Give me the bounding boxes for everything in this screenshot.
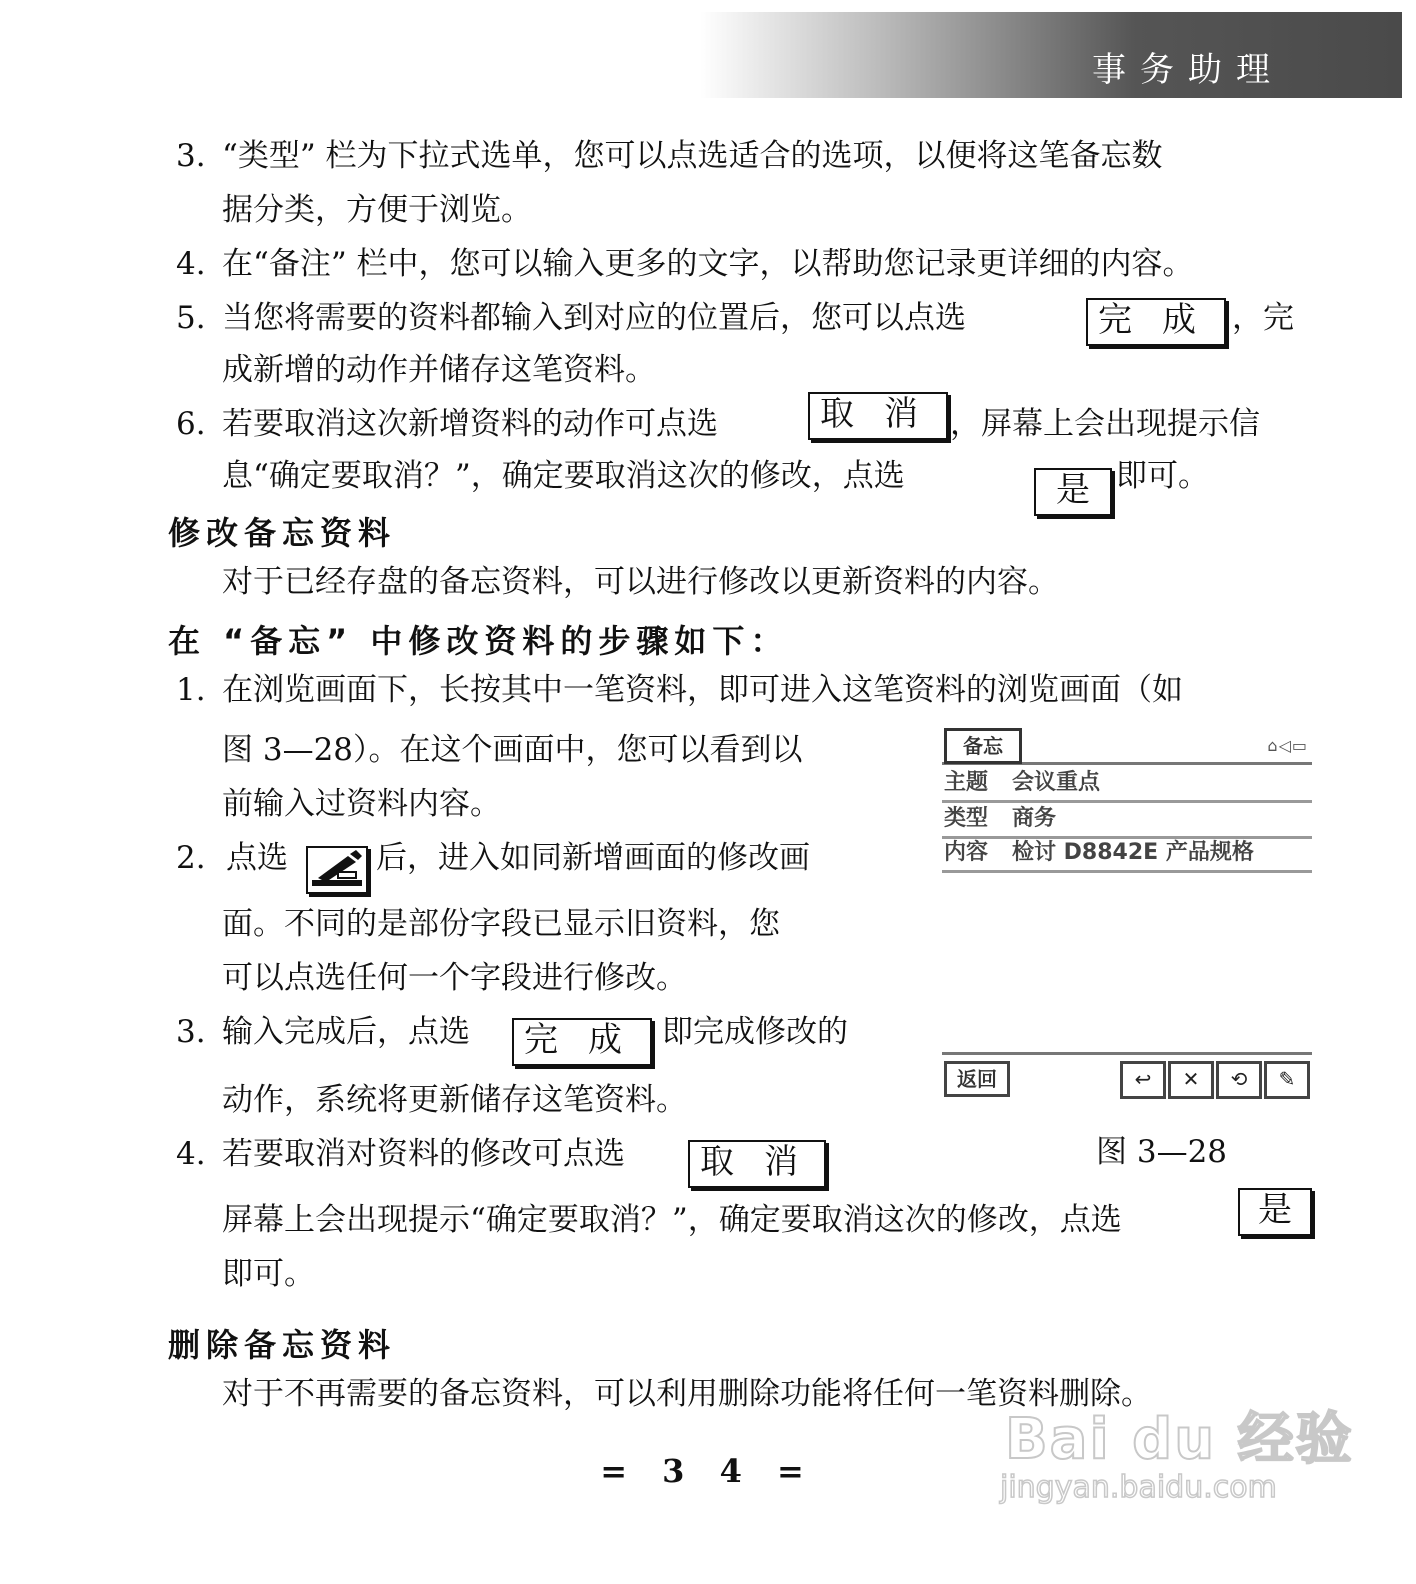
step-text: 屏幕上会出现提示“确定要取消？”，确定要取消这次的修改，点选 bbox=[222, 1202, 1122, 1238]
page-number: = 3 4 = bbox=[600, 1452, 816, 1490]
step-text: 若要取消这次新增资料的动作可点选 bbox=[222, 406, 718, 442]
step-text: 即完成修改的 bbox=[662, 1014, 848, 1050]
step-text: 输入完成后，点选 bbox=[222, 1014, 470, 1050]
step-number: 3. bbox=[176, 1014, 206, 1050]
step-text: 即可。 bbox=[222, 1256, 315, 1292]
section-intro: 对于已经存盘的备忘资料，可以进行修改以更新资料的内容。 bbox=[222, 564, 1059, 600]
row-label: 类型 bbox=[944, 806, 989, 831]
step-text: 息“确定要取消？”，确定要取消这次的修改，点选 bbox=[222, 458, 905, 494]
row-value: 会议重点 bbox=[1012, 770, 1101, 795]
edit-icon: ✎ bbox=[1264, 1061, 1310, 1099]
cancel-button-image: 取消 bbox=[808, 392, 948, 440]
done-button-image: 完成 bbox=[1086, 298, 1226, 346]
chapter-title: 事务助理 bbox=[1092, 50, 1284, 90]
step-text: 点选 bbox=[226, 840, 288, 876]
section-subheading: 在 “备忘” 中修改资料的步骤如下： bbox=[168, 622, 789, 660]
yes-button-image: 是 bbox=[1238, 1188, 1312, 1236]
step-number: 4. bbox=[176, 246, 206, 282]
step-text: 若要取消对资料的修改可点选 bbox=[222, 1136, 625, 1172]
step-number: 5. bbox=[176, 300, 206, 336]
step-text: 成新增的动作并储存这笔资料。 bbox=[222, 352, 656, 388]
figure-back-button: 返回 bbox=[944, 1061, 1010, 1097]
section-heading: 修改备忘资料 bbox=[168, 514, 397, 552]
status-icons: ⌂◁▭ bbox=[1267, 736, 1308, 755]
step-number: 1. bbox=[176, 672, 206, 708]
figure-row-subject bbox=[942, 768, 1312, 803]
step-text: 图 3—28）。在这个画面中，您可以看到以 bbox=[222, 732, 803, 768]
step-number: 4. bbox=[176, 1136, 206, 1172]
step-text: 动作，系统将更新储存这笔资料。 bbox=[222, 1082, 687, 1118]
row-value: 检讨 D8842E 产品规格 bbox=[1012, 840, 1254, 865]
figure-titlebar bbox=[942, 726, 1312, 765]
step-text: 在浏览画面下，长按其中一笔资料，即可进入这笔资料的浏览画面（如 bbox=[222, 672, 1183, 708]
step-text: 后，进入如同新增画面的修改画 bbox=[376, 840, 810, 876]
header-band bbox=[700, 12, 1402, 98]
yes-button-image: 是 bbox=[1034, 468, 1112, 516]
edit-pencil-icon bbox=[306, 846, 368, 894]
step-text: 前输入过资料内容。 bbox=[222, 786, 501, 822]
delete-icon: ✕ bbox=[1168, 1061, 1214, 1099]
section-heading: 删除备忘资料 bbox=[168, 1326, 397, 1364]
figure-tab: 备忘 bbox=[944, 728, 1022, 764]
step-text: 当您将需要的资料都输入到对应的位置后，您可以点选 bbox=[222, 300, 966, 336]
figure-toolbar bbox=[942, 1052, 1312, 1095]
step-number: 3. bbox=[176, 138, 206, 174]
watermark-url: jingyan.baidu.com bbox=[1000, 1470, 1277, 1505]
figure-row-content bbox=[942, 838, 1312, 873]
step-text: ，屏幕上会出现提示信 bbox=[950, 406, 1260, 442]
step-number: 6. bbox=[176, 406, 206, 442]
step-text: 据分类，方便于浏览。 bbox=[222, 192, 532, 228]
figure-row-type bbox=[942, 804, 1312, 839]
figure-caption: 图 3—28 bbox=[1096, 1134, 1228, 1170]
figure-screenshot bbox=[942, 726, 1314, 1096]
step-text: 在“备注” 栏中，您可以输入更多的文字，以帮助您记录更详细的内容。 bbox=[222, 246, 1194, 282]
undo-icon: ⟲ bbox=[1216, 1061, 1262, 1099]
row-label: 主题 bbox=[944, 770, 989, 795]
step-text: 即可。 bbox=[1116, 458, 1209, 494]
watermark-logo: Bai du 经验 bbox=[1005, 1407, 1354, 1472]
step-text: ，完 bbox=[1232, 300, 1294, 336]
step-text: 可以点选任何一个字段进行修改。 bbox=[222, 960, 687, 996]
row-label: 内容 bbox=[944, 840, 989, 865]
step-text: “类型” 栏为下拉式选单，您可以点选适合的选项，以便将这笔备忘数 bbox=[222, 138, 1163, 174]
section-intro: 对于不再需要的备忘资料，可以利用删除功能将任何一笔资料删除。 bbox=[222, 1376, 1152, 1412]
step-text: 面。不同的是部份字段已显示旧资料，您 bbox=[222, 906, 780, 942]
cancel-button-image: 取消 bbox=[688, 1140, 826, 1188]
row-value: 商务 bbox=[1012, 806, 1057, 831]
step-number: 2. bbox=[176, 840, 206, 876]
back-arrow-icon: ↩ bbox=[1120, 1061, 1166, 1099]
figure-tool-group bbox=[1118, 1061, 1310, 1099]
done-button-image: 完成 bbox=[512, 1018, 652, 1066]
